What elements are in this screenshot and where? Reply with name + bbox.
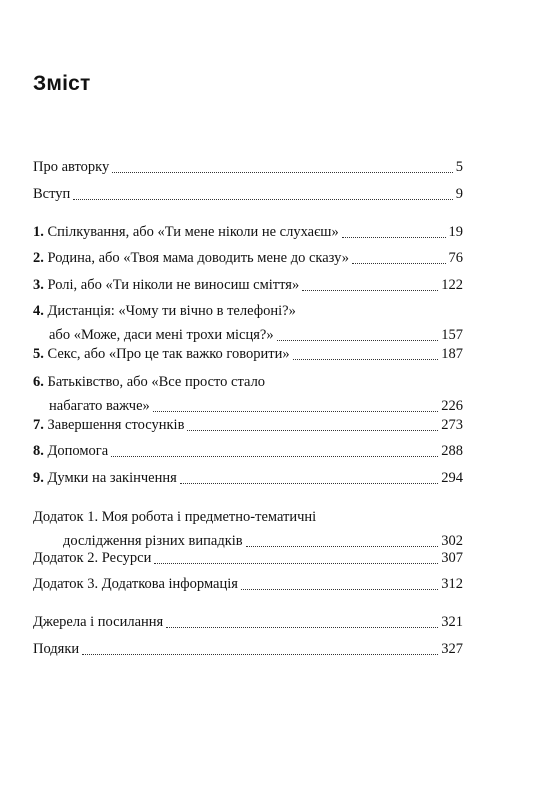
- entry-page: 302: [441, 533, 463, 549]
- entry-title: Завершення стосунків: [47, 417, 185, 433]
- leader-dots: [342, 236, 446, 238]
- entry-title: Подяки: [33, 641, 80, 657]
- leader-dots: [180, 482, 438, 484]
- entry-page: 294: [441, 470, 463, 486]
- leader-dots: [73, 198, 452, 200]
- leader-dots: [166, 626, 438, 628]
- entry-title: Спілкування, або «Ти мене ніколи не слухаєш»: [47, 224, 339, 240]
- entry-page: 19: [448, 224, 463, 240]
- entry-page: 9: [455, 186, 463, 202]
- toc-entry: [33, 637, 463, 661]
- entry-title: Допомога: [47, 443, 109, 459]
- leader-dots: [112, 171, 452, 173]
- leader-dots: [154, 562, 438, 564]
- entry-page: 307: [441, 550, 463, 566]
- leader-dots: [277, 339, 439, 341]
- toc-entry: [33, 370, 463, 418]
- leader-dots: [352, 262, 446, 264]
- entry-title: Секс, або «Про це так важко говорити»: [47, 346, 290, 362]
- toc-entry: [33, 413, 463, 437]
- leader-dots: [82, 653, 438, 655]
- entry-number: 6.: [33, 374, 44, 390]
- toc-entry: [33, 439, 463, 463]
- entry-number: 8.: [33, 443, 44, 459]
- leader-dots: [187, 429, 438, 431]
- entry-title: або «Може, даси мені трохи місця?»: [49, 327, 274, 343]
- entry-title: набагато важче»: [49, 398, 150, 414]
- toc-entry: [33, 155, 463, 179]
- entry-page: 76: [448, 250, 463, 266]
- entry-number: 9.: [33, 470, 44, 486]
- entry-number: 5.: [33, 346, 44, 362]
- entry-title: Родина, або «Твоя мама доводить мене до сказу»: [47, 250, 349, 266]
- toc-entry: [33, 182, 463, 206]
- entry-number: 4.: [33, 303, 44, 319]
- entry-page: 327: [441, 641, 463, 657]
- toc-entry: [33, 610, 463, 634]
- entry-title: Джерела і посилання: [33, 614, 164, 630]
- entry-title: Додаток 2. Ресурси: [33, 550, 152, 566]
- toc-entry: [33, 546, 463, 570]
- entry-title: Додаток 3. Додаткова інформація: [33, 576, 238, 592]
- toc-entry: [33, 342, 463, 366]
- leader-dots: [293, 358, 439, 360]
- entry-page: 5: [455, 159, 463, 175]
- entry-title: Ролі, або «Ти ніколи не виносиш сміття»: [47, 277, 300, 293]
- toc-entry: [33, 466, 463, 490]
- leader-dots: [241, 588, 438, 590]
- toc-entry: [33, 220, 463, 244]
- entry-page: 273: [441, 417, 463, 433]
- toc-entry: [33, 299, 463, 347]
- entry-title: Про авторку: [33, 159, 110, 175]
- entry-title: Думки на закінчення: [47, 470, 177, 486]
- leader-dots: [111, 455, 438, 457]
- entry-title-line1: Додаток 1. Моя робота і предметно-тематичні: [33, 509, 317, 525]
- toc-entry: [33, 246, 463, 270]
- entry-title: дослідження різних випадків: [63, 533, 243, 549]
- leader-dots: [302, 289, 438, 291]
- entry-title-line1: Батьківство, або «Все просто стало: [47, 374, 266, 390]
- entry-page: 157: [441, 327, 463, 343]
- entry-number: 7.: [33, 417, 44, 433]
- entry-title-line1: Дистанція: «Чому ти вічно в телефоні?»: [47, 303, 296, 319]
- entry-number: 3.: [33, 277, 44, 293]
- toc-entry: [33, 273, 463, 297]
- entry-number: 2.: [33, 250, 44, 266]
- toc-entry: [33, 572, 463, 596]
- entry-page: 288: [441, 443, 463, 459]
- entry-page: 187: [441, 346, 463, 362]
- leader-dots: [153, 410, 438, 412]
- entry-title: Вступ: [33, 186, 71, 202]
- entry-page: 312: [441, 576, 463, 592]
- entry-page: 321: [441, 614, 463, 630]
- contents-heading: Зміст: [33, 72, 91, 95]
- entry-page: 122: [441, 277, 463, 293]
- entry-number: 1.: [33, 224, 44, 240]
- entry-page: 226: [441, 398, 463, 414]
